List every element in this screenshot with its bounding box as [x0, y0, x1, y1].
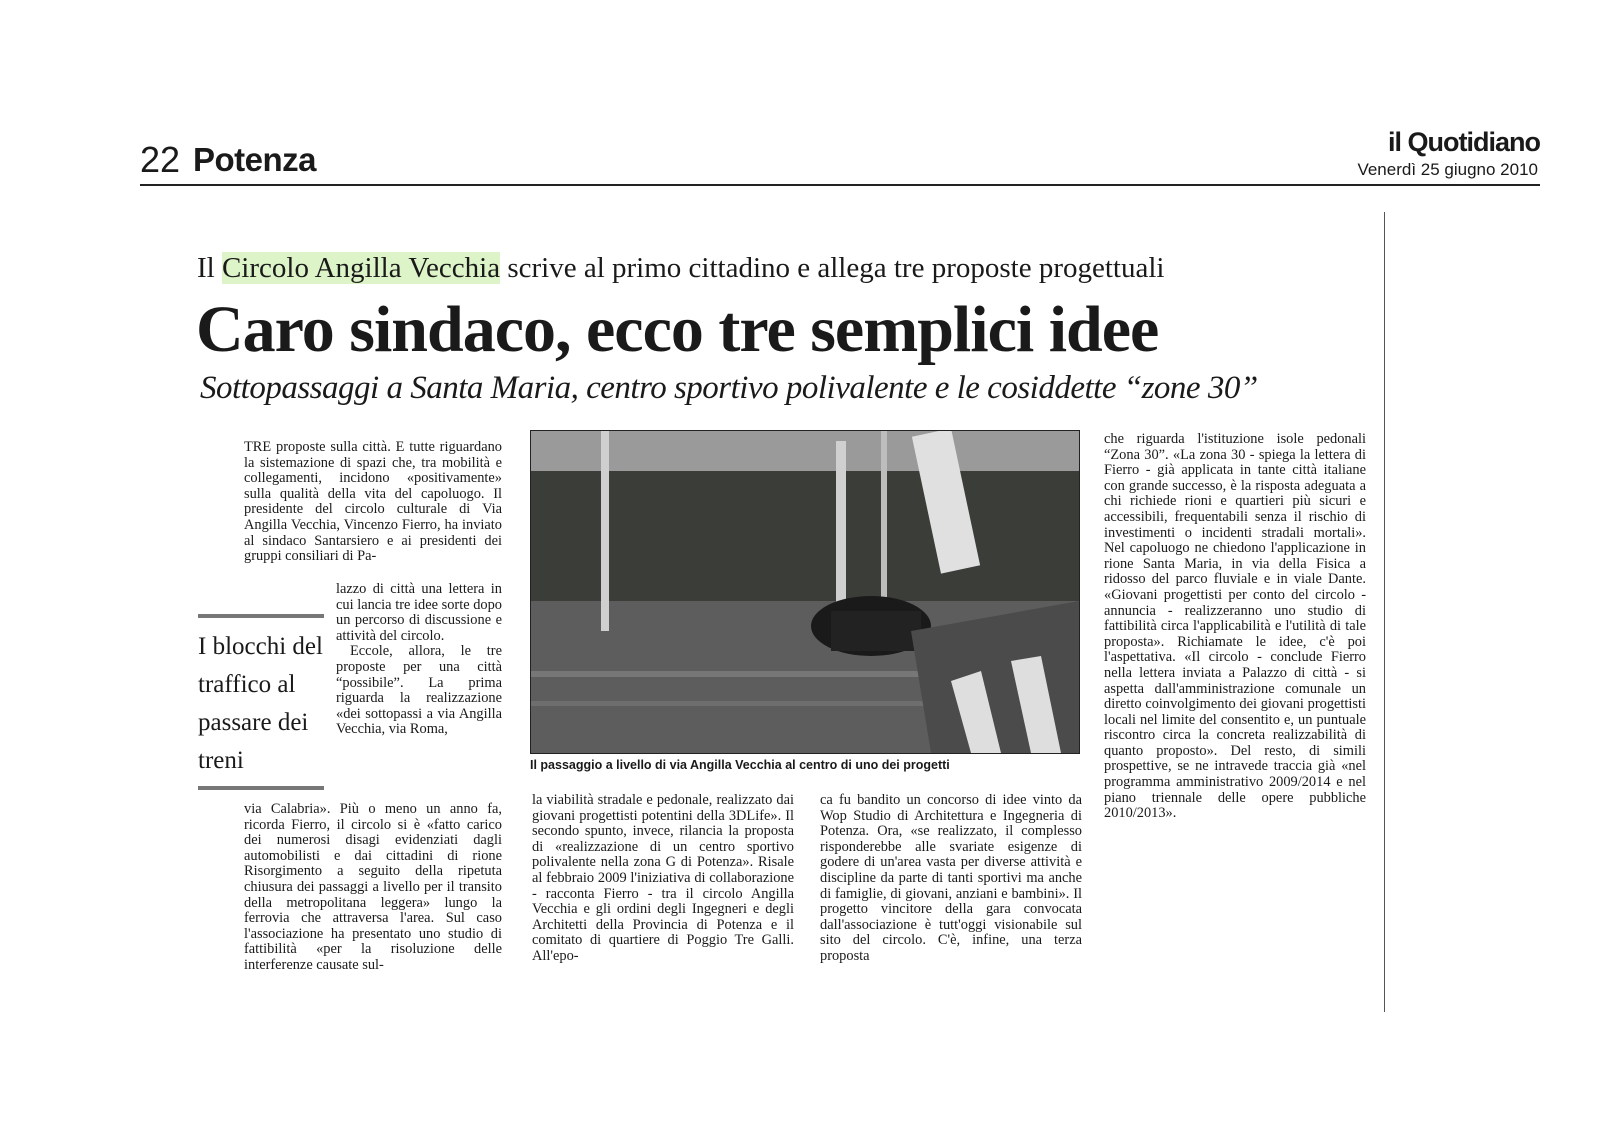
column-1-narrow-text: lazzo di città una lettera in cui lancia tre idee sorte dopo un percorso di discussione e attività del circolo.	[336, 581, 502, 644]
section-title: Potenza	[193, 141, 317, 178]
kicker	[197, 252, 1164, 285]
column-1-top	[244, 440, 502, 565]
pull-quote: I blocchi del traffico al passare dei treni	[198, 633, 323, 774]
column-1-bottom-text: via Calabria». Più o meno un anno fa, ricorda Fierro, il circolo si è «fatto carico dei numerosi disagi evidenziati dagli automobilisti e dai cittadini di rione Risorgimento a seguito della ripetuta chiusura dei passaggi a livello per il transito della metropolitana leggera» lungo la ferrovia che attraversa l'area. Sul caso l'associazione ha presentato uno studio di fattibilità «per la risoluzione delle interferenze causate sul-	[244, 801, 502, 973]
kicker-highlight: Circolo Angilla Vecchia	[221, 252, 501, 284]
column-4-text: che riguarda l'istituzione isole pedonali “Zona 30”. «La zona 30 - spiega la lettera di Fierro - già applicata in tante città italiane con grande successo, è la risposta adeguata a chi richiede rioni e quartieri più sicuri e accessibili, frequentabili senza il rischio di investimenti o incidenti stradali mortali». Nel capoluogo ne chiedono l'applicazione in rione Santa Maria, in via della Fisica a ridosso del parco fluviale e in viale Dante. «Giovani progettisti per conto del circolo - annuncia - realizzeranno uno studio di fattibilità circa l'applicabilità e l'utilità di tale proposta». Richiamate le idee, c'è poi l'aspettativa. «Il circolo - conclude Fierro nella lettera inviata a Palazzo di città - si aspetta dall'amministrazione comunale un diretto coinvolgimento dei giovani progettisti locali nel limite del consentito e, un puntuale riscontro circa la concreta realizzabilità di quanto proposto». Del resto, di simili prospettive, se ne intravede traccia già «nel programma amministrativo 2009/2014 e nel piano triennale delle opere pubbliche 2010/2013».	[1104, 431, 1366, 822]
column-1-top-text: TRE proposte sulla città. E tutte riguardano la sistemazione di spazi che, tra mobilità e collegamenti, incidono «positivamente» sulla qualità della vita del capoluogo. Il presidente del circolo culturale di Via Angilla Vecchia, Vincenzo Fierro, ha inviato al sindaco Santarsiero e ai presidenti dei gruppi consiliari di Pa-	[244, 439, 502, 565]
page-number: 22	[140, 139, 181, 180]
issue-date: Venerdì 25 giugno 2010	[1357, 160, 1538, 179]
column-2-text: la viabilità stradale e pedonale, realizzato dai giovani progettisti potentini della 3DLife». Il secondo spunto, invece, rilancia la proposta di «realizzazione di un centro sportivo polivalente nella zona G di Potenza». Risale al febbraio 2009 l'iniziativa di collaborazione - racconta Fierro - tra il circolo Angilla Vecchia e gli ordini degli Ingegneri e degli Architetti della Provincia di Potenza e il comitato di quartiere di Poggio Tre Galli. All'epo-	[532, 792, 794, 964]
column-1-narrow	[336, 582, 502, 738]
photo-caption: Il passaggio a livello di via Angilla Vecchia al centro di uno dei progetti	[530, 758, 950, 772]
column-4	[1104, 432, 1366, 822]
header-rule	[140, 184, 1540, 186]
kicker-pre: Il	[197, 252, 222, 284]
column-1-bottom	[244, 802, 502, 974]
pull-quote-rule-bottom	[198, 786, 324, 790]
railway-crossing-photo	[531, 431, 1079, 753]
headline: Caro sindaco, ecco tre semplici idee	[196, 293, 1159, 366]
kicker-post: scrive al primo cittadino e allega tre proposte progettuali	[500, 252, 1165, 284]
article-photo	[530, 430, 1080, 754]
subheadline: Sottopassaggi a Santa Maria, centro sportivo polivalente e le cosiddette “zone 30”	[200, 370, 1258, 406]
column-3-text: ca fu bandito un concorso di idee vinto da Wop Studio di Architettura e Ingegneria di Potenza. Ora, «se realizzato, il complesso risponderebbe alle svariate esigenze di godere di un'area vasta per diverse attività e discipline da parte di tanti sportivi ma anche di famiglie, di giovani, anziani e bambini». Il progetto vincitore della gara convocata dall'associazione è tutt'oggi visionabile sul sito del circolo. C'è, infine, una terza proposta	[820, 792, 1082, 964]
column-3	[820, 793, 1082, 965]
pull-quote-rule-top	[198, 614, 324, 618]
column-2	[532, 793, 794, 965]
column-1-narrow-text-2: Eccole, allora, le tre proposte per una città “possibile”. La prima riguarda la realizzazione «dei sottopassi a via Angilla Vecchia, via Roma,	[336, 643, 502, 738]
newspaper-masthead: il Quotidiano	[1388, 127, 1540, 157]
page-side-rule	[1384, 212, 1385, 1012]
